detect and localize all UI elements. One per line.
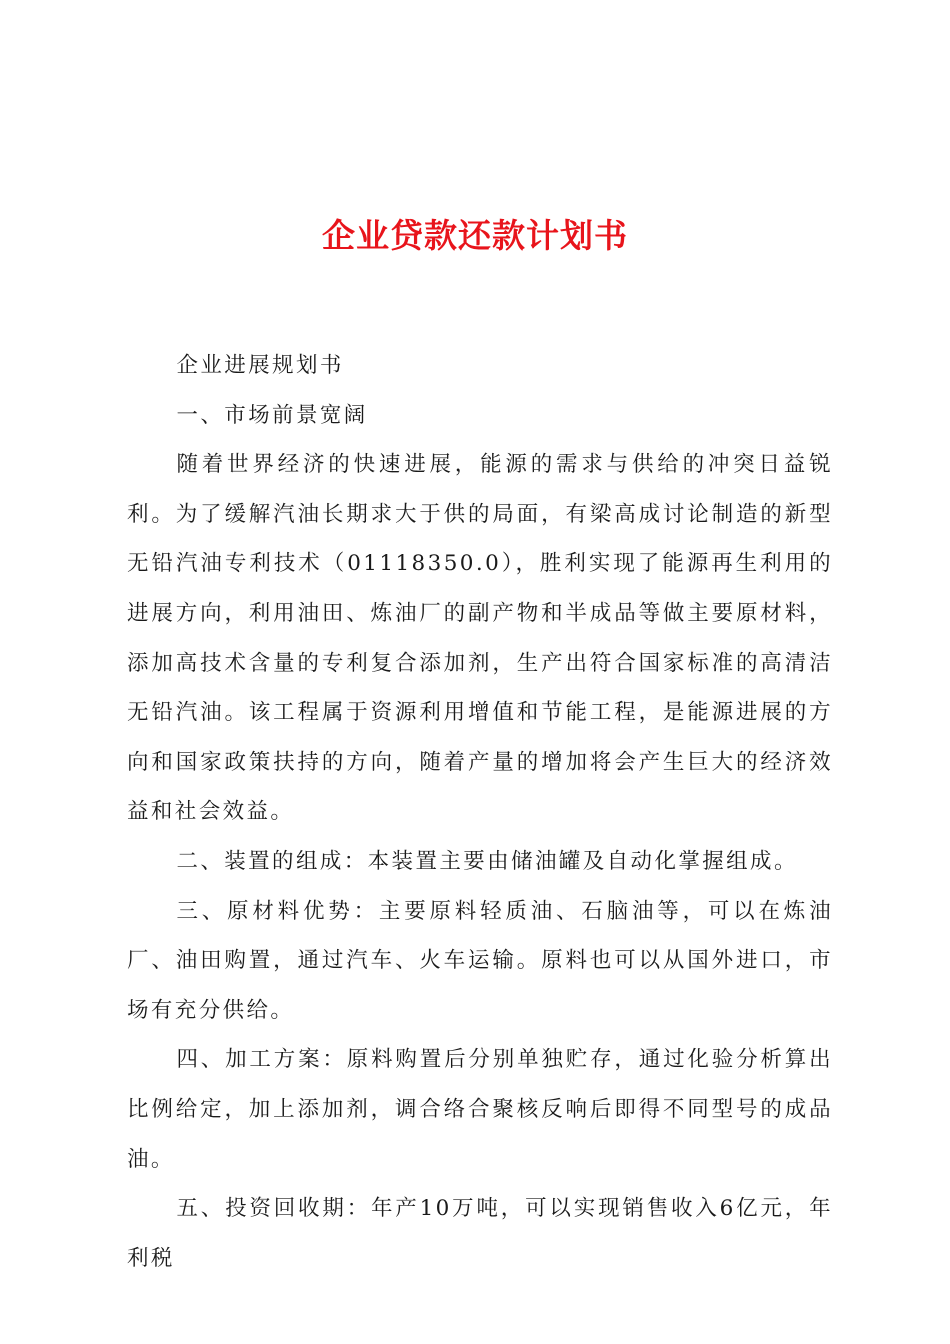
paragraph-processing: 四、加工方案：原料购置后分别单独贮存，通过化验分析算出比例给定，加上添加剂，调合络合聚核反响后即得不同型号的成品油。 [127, 1047, 833, 1172]
paragraph-payback: 五、投资回收期：年产10万吨，可以实现销售收入6亿元，年利税 [127, 1196, 833, 1271]
paragraph-raw-materials: 三、原材料优势：主要原料轻质油、石脑油等，可以在炼油厂、油田购置，通过汽车、火车运输。原料也可以从国外进口，市场有充分供给。 [127, 898, 833, 1023]
document-title: 企业贷款还款计划书 [322, 216, 628, 255]
section-heading-market: 一、市场前景宽阔 [176, 402, 368, 428]
paragraph-equipment: 二、装置的组成：本装置主要由储油罐及自动化掌握组成。 [176, 848, 798, 874]
paragraph-market-background: 随着世界经济的快速进展，能源的需求与供给的冲突日益锐利。为了缓解汽油长期求大于供的局面，有梁高成讨论制造的新型无铅汽油专利技术（01118350.0），胜利实现了能源再生利用的进展方向，利用油田、炼油厂的副产物和半成品等做主要原材料，添加高技术含量的专利复合添加剂，生产出符合国家标准的高清洁无铅汽油。该工程属于资源利用增值和节能工程，是能源进展的方向和国家政策扶持的方向，随着产量的增加将会产生巨大的经济效益和社会效益。 [127, 452, 833, 825]
section-heading-plan: 企业进展规划书 [176, 353, 344, 378]
document-body [127, 341, 833, 1283]
